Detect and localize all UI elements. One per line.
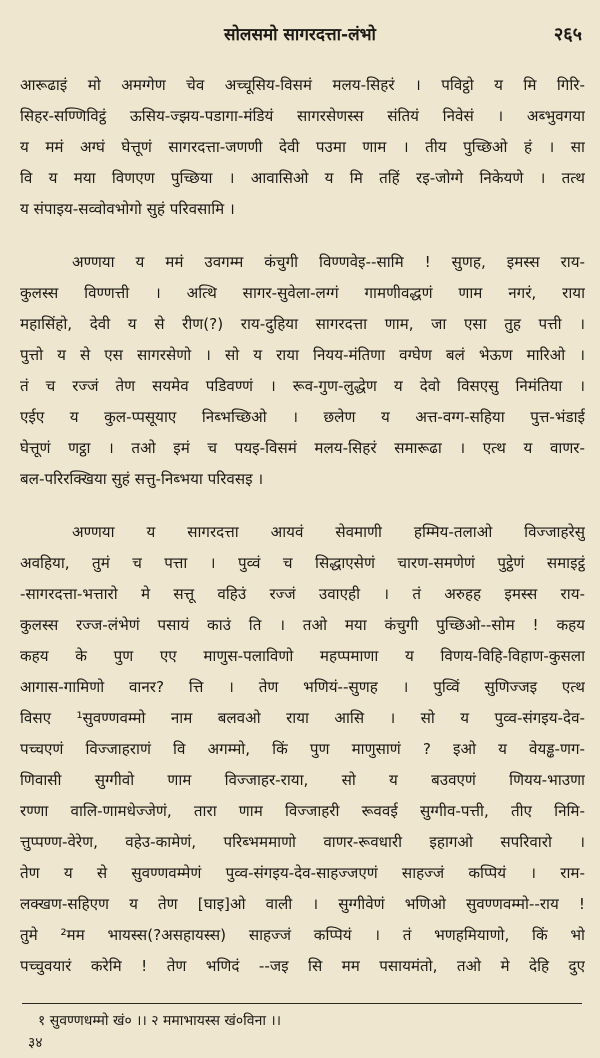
text-line: आरूढाइं मो अमग्गेण चेव अच्चूसिय-विसमं मलय-सिहरं । पविट्ठो य मि गिरि- — [20, 76, 585, 94]
text-line: कुलस्स रज्ज-लंभेणं पसायं काउं ति । तओ मया कंचुगी पुच्छिओ--सोम ! कहय — [20, 616, 585, 634]
footnote: १ सुवण्णधम्मो खं० ।। २ ममाभायस्स खं०विना ।। — [38, 1013, 282, 1029]
text-line: तं च रज्जं तेण सयमेव पडिवण्णं । रूव-गुण-लुद्धेण य देवो विसएसु निमंतिया । — [20, 377, 585, 395]
page-number: २६५ — [553, 24, 582, 45]
text-line: पच्चएणं विज्जाहराणं वि अगम्मो, किं पुण माणुसाणं ? इओ य वेयड्ढ-णग- — [20, 740, 585, 758]
text-line: अवहिया, तुमं च पत्ता । पुव्वं च सिद्धाएसेणं चारण-समणेणं पुट्ठेणं समाइट्ठं — [20, 554, 585, 572]
text-line: आगास-गामिणो वानर? त्ति । तेण भणियं--सुणह । पुव्विं सुणिज्जइ एत्थ — [20, 678, 585, 696]
text-line: कुलस्स विण्णत्ती । अत्थि सागर-सुवेला-लग्गं गामणीवद्धणं णाम नगरं, राया — [20, 284, 585, 302]
text-line: महासिंहो, देवी य से रीण(?) राय-दुहिया सागरदत्ता णाम, जा एसा तुह पत्ती । — [20, 315, 585, 333]
text-line: घेत्तूणं णट्ठा । तओ इमं च पयइ-विसमं मलय-सिहरं समारूढा । एत्थ य वाणर- — [20, 439, 585, 457]
paragraph-3 — [20, 517, 585, 982]
text-line: सिहर-सण्णिविट्ठं ऊसिय-ज्झय-पडागा-मंडियं सागरसेणस्स संतियं निवेसं । अब्भुवगया — [20, 107, 585, 125]
text-line: पुत्तो य से एस सागरसेणो । सो य राया नियय-मंतिणा वग्घेण बलं भेऊण मारिओ । — [20, 346, 585, 364]
text-line: त्तुप्पण्ण-वेरेण, वहेउ-कामेणं, परिब्भममाणो वाणर-रूवधारी इहागओ सपरिवारो । — [20, 833, 585, 851]
signature-mark: ३४ — [28, 1035, 43, 1051]
text-line: बल-परिरक्खिया सुहं सत्तु-निब्भया परिवसइ । — [20, 470, 264, 488]
text-line: णिवासी सुग्गीवो णाम विज्जाहर-राया, सो य बउवएणं णियय-भाउणा — [20, 771, 585, 789]
text-line: रण्णा वालि-णामधेज्जेणं, तारा णाम विज्जाहरी रूववई सुग्गीव-पत्ती, तीए निमि- — [20, 802, 585, 820]
text-line: -सागरदत्ता-भत्तारो मे सत्तू वहिउं रज्जं उवाएही । तं अरुहह इमस्स राय- — [20, 585, 585, 603]
text-line: विसए ¹सुवण्णवम्मो नाम बलवओ राया आसि । सो य पुव्व-संगइय-देव- — [20, 709, 585, 727]
text-line: अण्णया य सागरदत्ता आयवं सेवमाणी हम्मिय-तलाओ विज्जाहरेसु — [72, 523, 585, 541]
text-line: कहय के पुण एए माणुस-पलाविणो महप्पमाणा य विणय-विहि-विहाण-कुसला — [20, 647, 585, 665]
text-line: अण्णया य ममं उवगम्म कंचुगी विण्णवेइ--सामि ! सुणह, इमस्स राय- — [72, 253, 585, 271]
text-line: तुमे ²मम भायस्स(?असहायस्स) साहज्जं कप्पियं । तं भणहमियाणो, किं भो — [20, 926, 585, 944]
text-line: लक्खण-सहिएण य तेण [घाइ]ओ वाली । सुग्गीवेणं भणिओ सुवण्णवम्मो--राय ! — [20, 895, 585, 913]
text-line: एईए य कुल-प्पसूयाए निब्भच्छिओ । छलेण य अत्त-वग्ग-सहिया पुत्त-भंडाई — [20, 408, 585, 426]
text-line: य संपाइय-सव्वोवभोगो सुहं परिवसामि । — [20, 200, 235, 218]
footnote-divider — [22, 1003, 582, 1004]
text-line: तेण य से सुवण्णवम्मेणं पुव्व-संगइय-देव-साहज्जएणं साहज्जं कप्पियं । राम- — [20, 864, 585, 882]
body-text — [20, 70, 585, 1004]
text-line: य ममं अग्घं घेत्तूणं सागरदत्ता-जणणी देवी पउमा णाम । तीय पुच्छिओ हं । सा — [20, 138, 585, 156]
paragraph-1 — [20, 70, 585, 225]
page-header — [0, 22, 600, 52]
paragraph-2 — [20, 247, 585, 495]
running-title: सोलसमो सागरदत्ता-लंभो — [224, 25, 376, 45]
text-line: वि य मया विणएण पुच्छिया । आवासिओ य मि तहिं रइ-जोग्गे निकेयणे । तत्थ — [20, 169, 585, 187]
text-line: पच्चुवयारं करेमि ! तेण भणिदं --जइ सि मम पसायमंतो, तओ मे देहि दुए — [20, 957, 585, 975]
